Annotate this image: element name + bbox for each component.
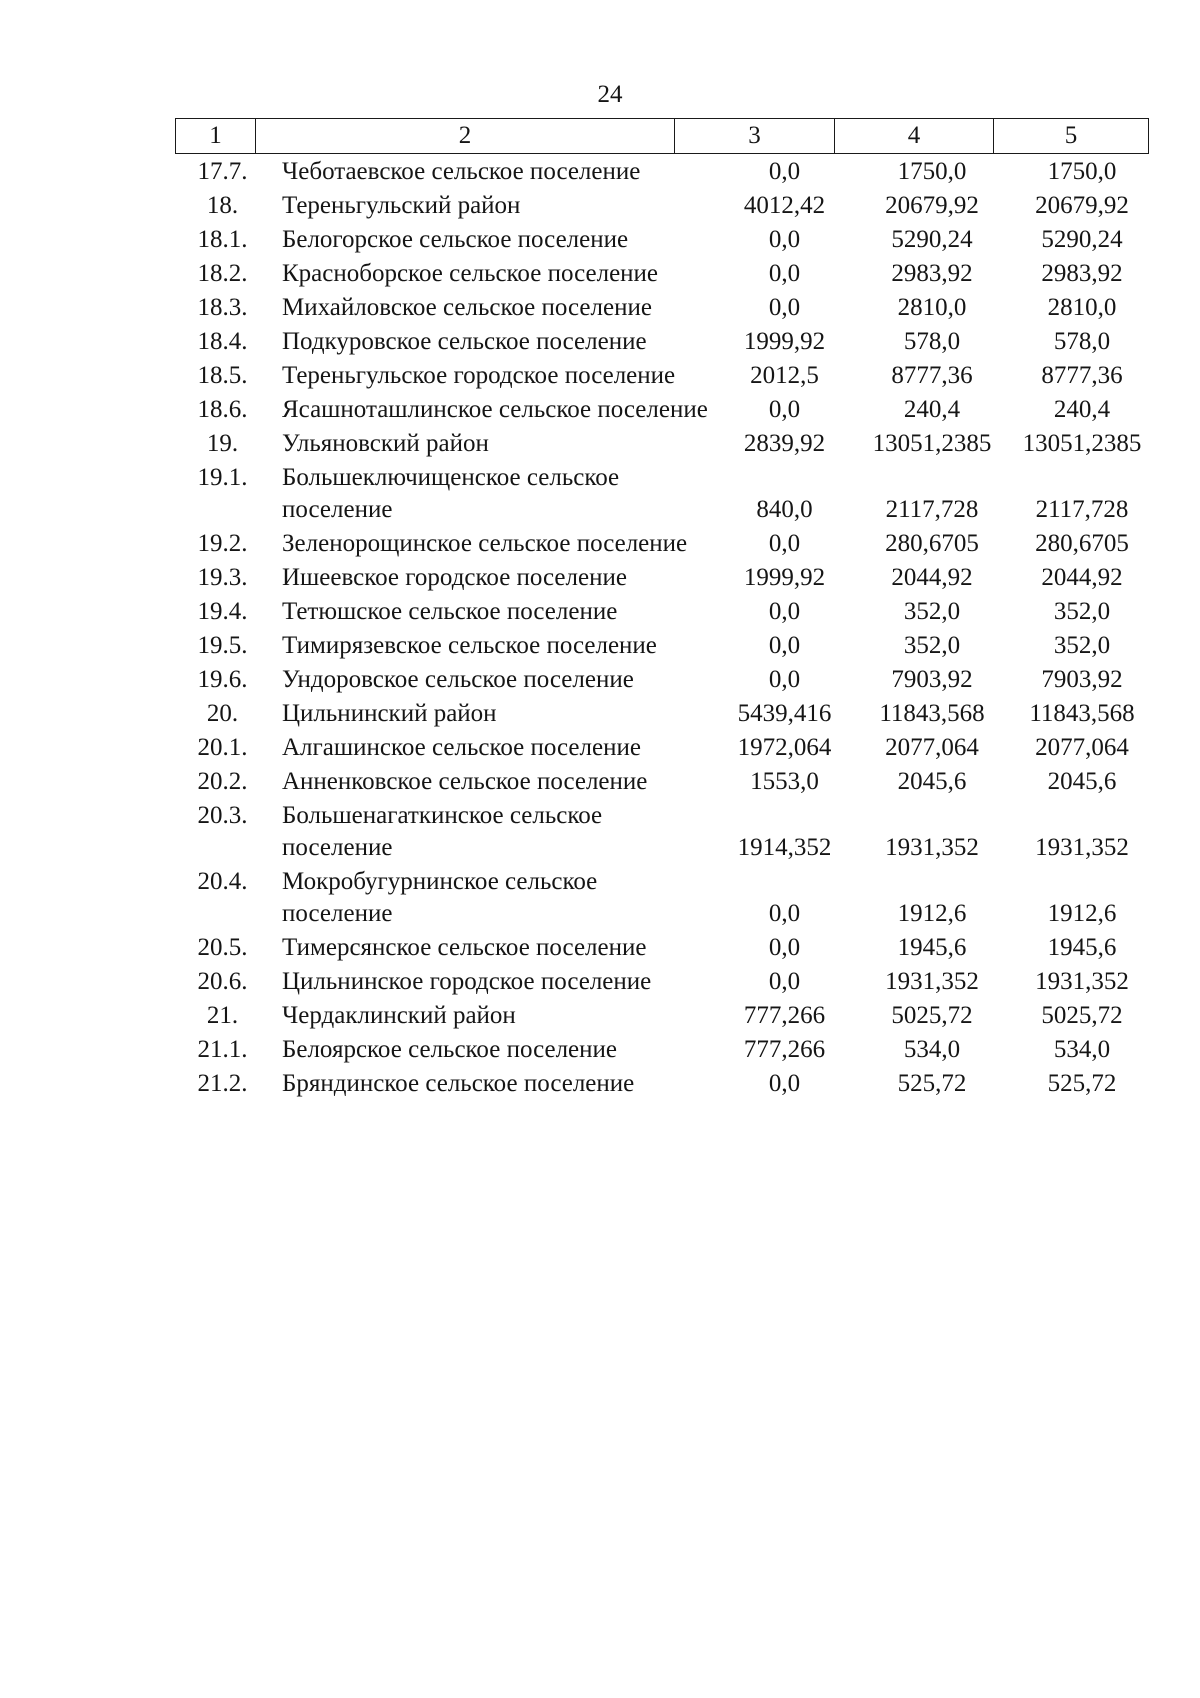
table-row [175, 190, 1145, 224]
table-row [175, 630, 1145, 664]
table-row [175, 360, 1145, 394]
row-value-col3: 1553,0 [750, 768, 819, 795]
row-name: Анненковское сельское поселение [282, 768, 648, 795]
header-col-1: 1 [176, 119, 256, 154]
table-row [175, 1068, 1145, 1102]
table-row [175, 766, 1145, 800]
row-number: 19.3. [197, 564, 248, 591]
table-row [175, 1034, 1145, 1068]
row-number: 18.3. [197, 294, 248, 321]
row-value-col3: 1914,352 [737, 834, 832, 861]
row-name: Мокробугурнинское сельское поселение [282, 868, 598, 927]
row-value-col5: 534,0 [1053, 1036, 1111, 1063]
row-value-col3: 4012,42 [743, 192, 826, 219]
row-name: Ясашноташлинское сельское поселение [282, 396, 708, 423]
row-name: Михайловское сельское поселение [282, 294, 652, 321]
row-name: Цильнинское городское поселение [282, 968, 652, 995]
row-value-col3: 0,0 [768, 158, 801, 185]
row-value-col4: 578,0 [903, 328, 961, 355]
row-name: Большеключищенское сельское поселение [282, 464, 620, 523]
row-value-col3: 1999,92 [743, 564, 826, 591]
row-value-col5: 1945,6 [1047, 934, 1117, 961]
row-number: 20.4. [197, 868, 248, 895]
row-name: Тетюшское сельское поселение [282, 598, 618, 625]
table-row [175, 292, 1145, 326]
row-name: Ишеевское городское поселение [282, 564, 627, 591]
row-number: 18.5. [197, 362, 248, 389]
table-row [175, 258, 1145, 292]
row-value-col4: 5290,24 [891, 226, 973, 253]
row-value-col4: 1931,352 [885, 968, 979, 995]
row-value-col5: 578,0 [1053, 328, 1111, 355]
table-row [175, 156, 1145, 190]
row-value-col5: 20679,92 [1035, 192, 1129, 219]
row-value-col4: 2044,92 [891, 564, 973, 591]
row-value-col3: 0,0 [768, 900, 801, 927]
row-value-col5: 352,0 [1053, 598, 1111, 625]
row-name: Тимерсянское сельское поселение [282, 934, 647, 961]
row-number: 20.5. [197, 934, 248, 961]
row-name: Чеботаевское сельское поселение [282, 158, 641, 185]
row-value-col3: 1972,064 [737, 734, 832, 761]
row-value-col3: 840,0 [756, 496, 813, 523]
row-value-col3: 2012,5 [750, 362, 819, 389]
row-value-col4: 2045,6 [897, 768, 967, 795]
row-name: Ундоровское сельское поселение [282, 666, 634, 693]
row-name: Бряндинское сельское поселение [282, 1070, 635, 1097]
table-row [175, 664, 1145, 698]
row-value-col3: 0,0 [768, 294, 801, 321]
table-row [175, 528, 1145, 562]
row-value-col4: 1912,6 [897, 900, 967, 927]
row-number: 19.1. [197, 464, 248, 491]
row-value-col5: 352,0 [1053, 632, 1111, 659]
row-name: Белогорское сельское поселение [282, 226, 629, 253]
row-value-col5: 7903,92 [1041, 666, 1123, 693]
row-value-col4: 8777,36 [891, 362, 973, 389]
row-value-col4: 352,0 [903, 632, 961, 659]
row-value-col4: 5025,72 [891, 1002, 973, 1029]
row-value-col4: 1931,352 [885, 834, 979, 861]
row-value-col4: 1945,6 [897, 934, 967, 961]
row-value-col4: 13051,2385 [872, 430, 992, 457]
table-row [175, 932, 1145, 966]
row-value-col4: 240,4 [903, 396, 961, 423]
header-col-5: 5 [994, 119, 1149, 154]
row-value-col5: 1750,0 [1047, 158, 1117, 185]
row-value-col5: 8777,36 [1041, 362, 1123, 389]
row-value-col4: 11843,568 [879, 700, 985, 727]
row-value-col3: 0,0 [768, 666, 801, 693]
row-value-col4: 2077,064 [885, 734, 979, 761]
row-value-col3: 0,0 [768, 632, 801, 659]
row-value-col5: 2045,6 [1047, 768, 1117, 795]
row-name: Большенагаткинское сельское поселение [282, 802, 603, 861]
table-row [175, 224, 1145, 258]
row-value-col3: 0,0 [768, 968, 801, 995]
table-row [175, 966, 1145, 1000]
row-number: 21. [206, 1002, 239, 1029]
row-value-col3: 0,0 [768, 396, 801, 423]
row-value-col5: 280,6705 [1035, 530, 1129, 557]
row-value-col5: 2044,92 [1041, 564, 1123, 591]
row-value-col4: 7903,92 [891, 666, 973, 693]
row-number: 20.6. [197, 968, 248, 995]
row-value-col5: 5290,24 [1041, 226, 1123, 253]
row-value-col5: 2810,0 [1047, 294, 1117, 321]
row-name: Белоярское сельское поселение [282, 1036, 617, 1063]
row-value-col5: 2117,728 [1035, 496, 1129, 523]
row-value-col3: 0,0 [768, 934, 801, 961]
row-value-col4: 352,0 [903, 598, 961, 625]
row-value-col5: 1931,352 [1035, 834, 1129, 861]
row-value-col5: 1912,6 [1047, 900, 1117, 927]
row-value-col5: 11843,568 [1029, 700, 1135, 727]
row-name: Тереньгульский район [282, 192, 521, 219]
row-value-col4: 2983,92 [891, 260, 973, 287]
row-value-col3: 2839,92 [743, 430, 826, 457]
row-name: Алгашинское сельское поселение [282, 734, 641, 761]
row-number: 19.4. [197, 598, 248, 625]
page-number: 24 [597, 81, 623, 108]
table-body [175, 156, 1145, 1102]
row-name: Подкуровское сельское поселение [282, 328, 647, 355]
row-number: 19.2. [197, 530, 248, 557]
row-value-col5: 2983,92 [1041, 260, 1123, 287]
row-value-col5: 2077,064 [1035, 734, 1129, 761]
table-row [175, 698, 1145, 732]
row-value-col3: 777,266 [743, 1002, 826, 1029]
row-value-col3: 5439,416 [737, 700, 832, 727]
row-value-col5: 13051,2385 [1022, 430, 1142, 457]
table-row [175, 326, 1145, 360]
row-number: 20.1. [197, 734, 248, 761]
row-value-col4: 20679,92 [885, 192, 979, 219]
row-number: 18.4. [197, 328, 248, 355]
row-value-col4: 1750,0 [897, 158, 967, 185]
row-value-col3: 1999,92 [743, 328, 826, 355]
row-number: 21.1. [197, 1036, 248, 1063]
row-number: 18.6. [197, 396, 248, 423]
row-value-col4: 534,0 [903, 1036, 961, 1063]
row-value-col4: 2810,0 [897, 294, 967, 321]
row-name: Цильнинский район [282, 700, 497, 727]
table-row [175, 866, 1145, 932]
row-value-col3: 0,0 [768, 598, 801, 625]
row-name: Ульяновский район [282, 430, 489, 457]
header-col-4: 4 [835, 119, 994, 154]
row-value-col4: 280,6705 [885, 530, 979, 557]
table-row [175, 462, 1145, 528]
table-header [175, 118, 1149, 154]
row-number: 20.3. [197, 802, 248, 829]
header-col-2: 2 [256, 119, 675, 154]
row-name: Зеленорощинское сельское поселение [282, 530, 688, 557]
table-row [175, 428, 1145, 462]
row-name: Тереньгульское городское поселение [282, 362, 676, 389]
header-col-3: 3 [675, 119, 835, 154]
row-number: 18.2. [197, 260, 248, 287]
row-value-col3: 0,0 [768, 530, 801, 557]
row-name: Чердаклинский район [282, 1002, 516, 1029]
row-value-col4: 2117,728 [885, 496, 979, 523]
row-number: 18.1. [197, 226, 248, 253]
row-number: 19.5. [197, 632, 248, 659]
table-row [175, 562, 1145, 596]
row-value-col5: 1931,352 [1035, 968, 1129, 995]
row-number: 19. [206, 430, 239, 457]
row-value-col3: 0,0 [768, 260, 801, 287]
row-value-col5: 240,4 [1053, 396, 1111, 423]
row-number: 19.6. [197, 666, 248, 693]
table-row [175, 1000, 1145, 1034]
table-row [175, 394, 1145, 428]
row-name: Красноборское сельское поселение [282, 260, 659, 287]
row-value-col3: 0,0 [768, 226, 801, 253]
row-name: Тимирязевское сельское поселение [282, 632, 657, 659]
row-number: 18. [206, 192, 239, 219]
row-number: 17.7. [197, 158, 248, 185]
row-number: 21.2. [197, 1070, 248, 1097]
row-number: 20. [206, 700, 239, 727]
table-row [175, 596, 1145, 630]
row-value-col5: 5025,72 [1041, 1002, 1123, 1029]
row-value-col5: 525,72 [1047, 1070, 1117, 1097]
table-row [175, 800, 1145, 866]
table-row [175, 732, 1145, 766]
row-value-col3: 0,0 [768, 1070, 801, 1097]
row-value-col4: 525,72 [897, 1070, 967, 1097]
row-number: 20.2. [197, 768, 248, 795]
row-value-col3: 777,266 [743, 1036, 826, 1063]
